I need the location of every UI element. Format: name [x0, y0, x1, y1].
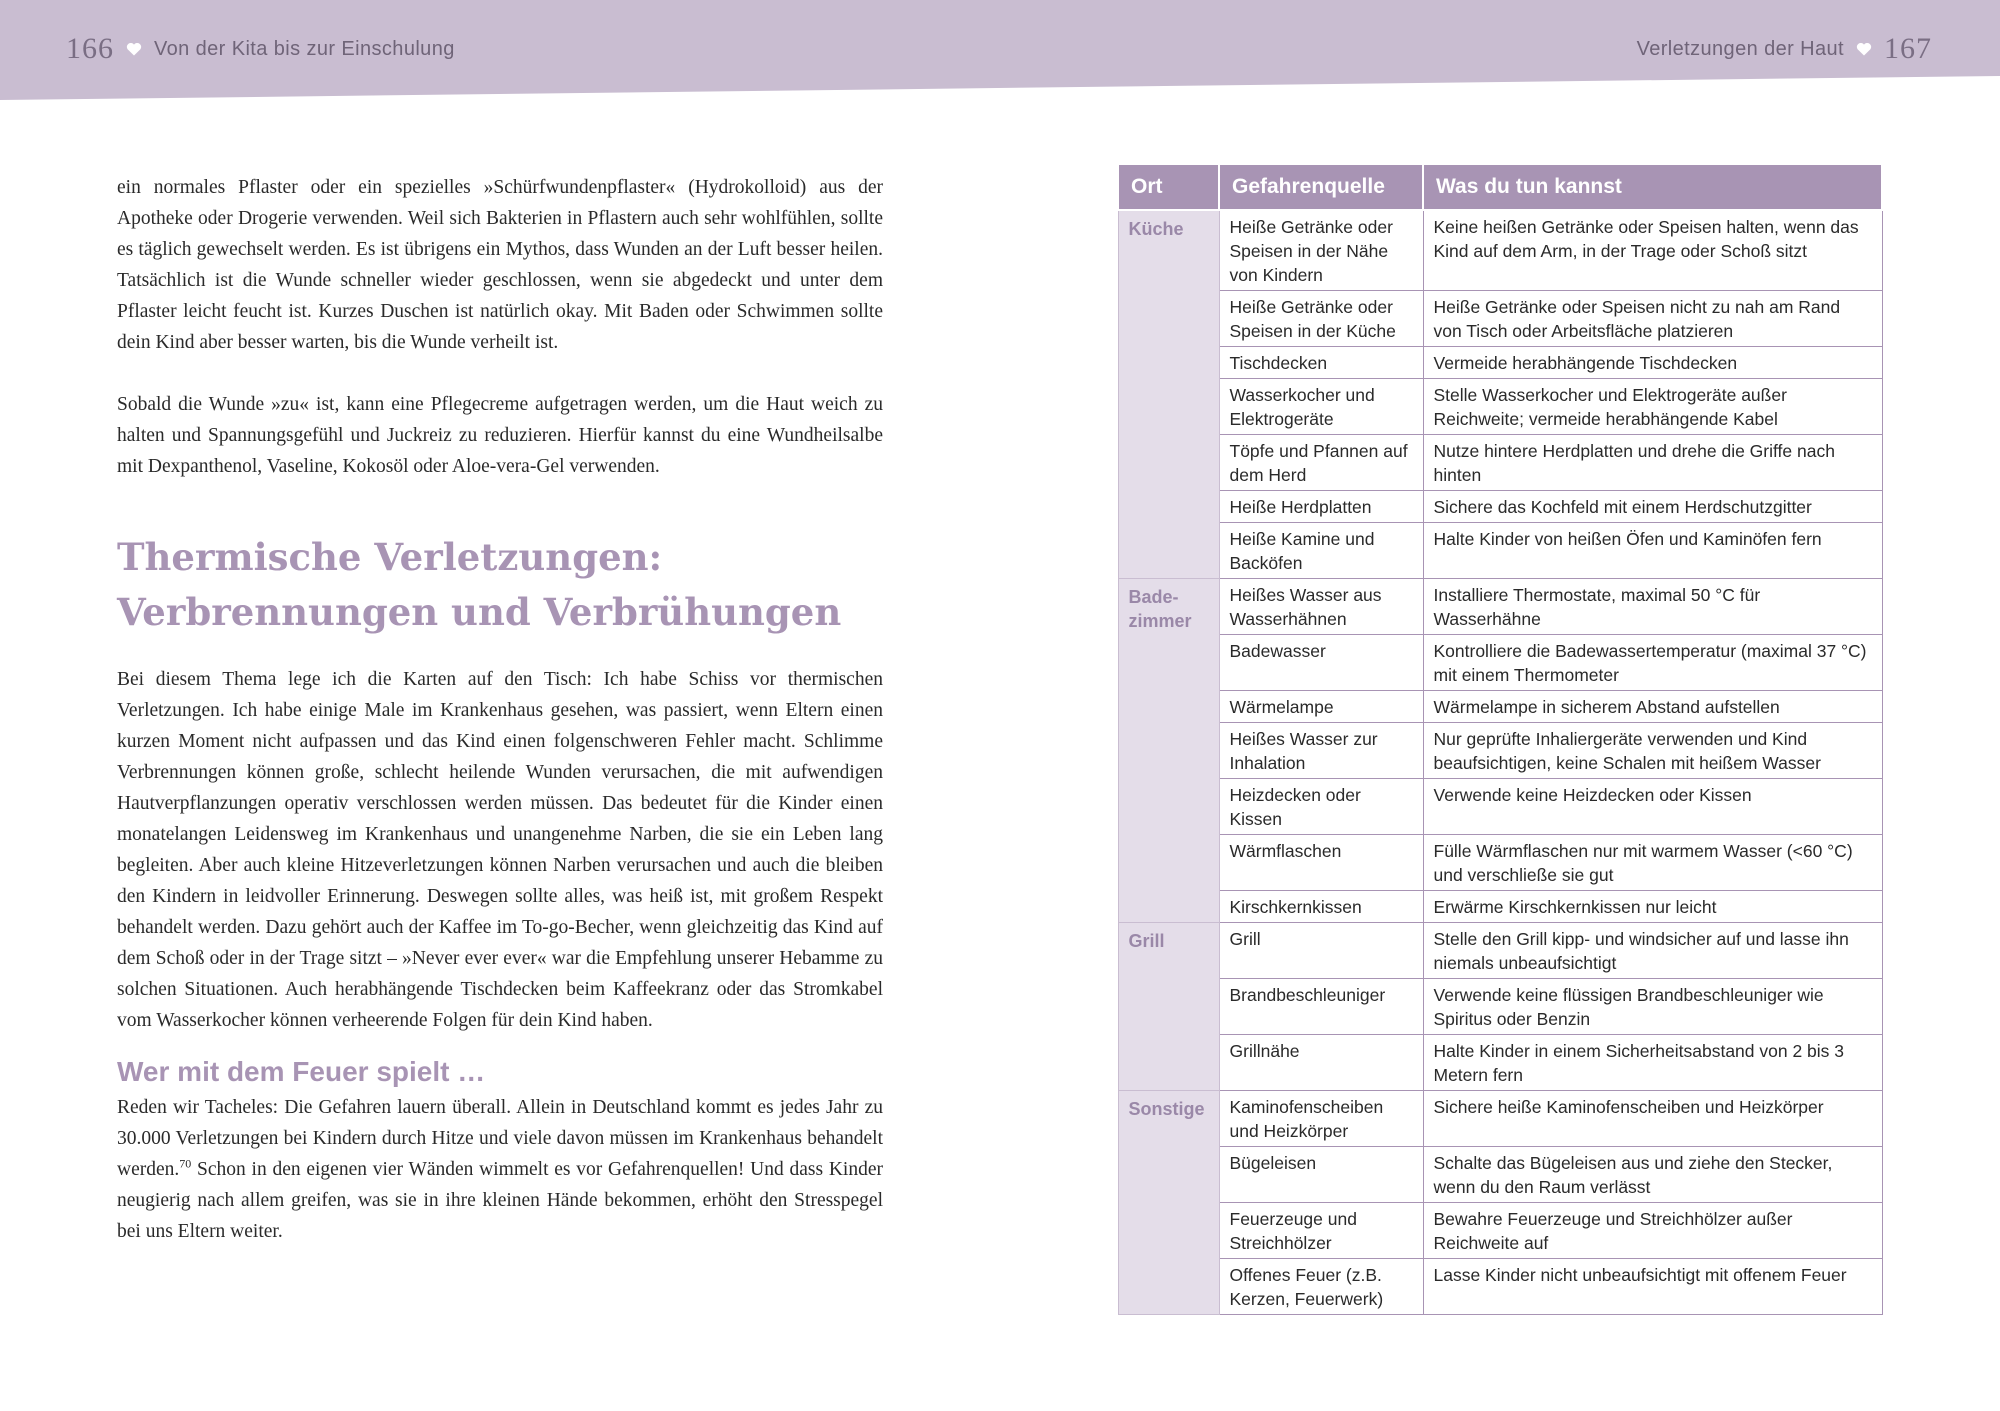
- ort-cell: Grill: [1118, 923, 1219, 1091]
- massnahme-cell: Stelle den Grill kipp- und windsicher auf und lasse ihn niemals unbeaufsichtigt: [1423, 923, 1882, 979]
- ort-cell: Sonstige: [1118, 1091, 1219, 1315]
- subsection-heading: Wer mit dem Feuer spielt …: [117, 1056, 486, 1087]
- gefahrenquelle-cell: Wasserkocher und Elektrogeräte: [1219, 379, 1423, 435]
- table-row: [1118, 691, 1882, 723]
- massnahme-cell: Heiße Getränke oder Speisen nicht zu nah am Rand von Tisch oder Arbeitsfläche platzieren: [1423, 291, 1882, 347]
- gefahrenquelle-cell: Heiße Kamine und Backöfen: [1219, 523, 1423, 579]
- column-header-massnahme: Was du tun kannst: [1423, 164, 1882, 210]
- column-header-ort: Ort: [1118, 164, 1219, 210]
- gefahrenquelle-cell: Grill: [1219, 923, 1423, 979]
- table-row: [1118, 835, 1882, 891]
- gefahrenquelle-cell: Wärmelampe: [1219, 691, 1423, 723]
- gefahrenquelle-cell: Heiße Herdplatten: [1219, 491, 1423, 523]
- body-paragraph: Bei diesem Thema lege ich die Karten auf den Tisch: Ich habe Schiss vor thermischen Verletzungen. Ich habe einige Male im Krankenhaus gesehen, was passiert, wenn Eltern einen kurzen Moment nicht aufpassen und das Kind einen folgenschweren Fehler macht. Schlimme Verbrennungen können große, schlecht heilende Wunden verursachen, die mit aufwendigen Hautverpflanzungen operativ verschlossen werden müssen. Das bedeutet für die Kinder einen monatelangen Leidensweg im Krankenhaus und unangenehme Narben, die sie ein Leben lang begleiten. Aber auch kleine Hitzeverletzungen können Narben verursachen und auch die bleiben den Kindern in leidvoller Erinnerung. Deswegen sollte alles, was heiß ist, mit großem Respekt behandelt werden. Dazu gehört auch der Kaffee im To-go-Becher, wenn gleichzeitig das Kind auf dem Schoß oder in der Trage sitzt – »Never ever ever« war die Empfehlung unserer Hebamme zu solchen Situationen. Auch herabhängende Tischdecken beim Kaffeekranz oder das Stromkabel vom Wasserkocher können verheerende Folgen für dein Kind haben.: [117, 669, 883, 1031]
- section-heading-line: Thermische Verletzungen:: [117, 535, 663, 579]
- table-row: [1118, 723, 1882, 779]
- massnahme-cell: Kontrolliere die Badewassertemperatur (maximal 37 °C) mit einem Thermometer: [1423, 635, 1882, 691]
- table-row: [1118, 1259, 1882, 1315]
- gefahrenquelle-cell: Töpfe und Pfannen auf dem Herd: [1219, 435, 1423, 491]
- hazard-table-wrapper: [1117, 163, 1883, 1315]
- gefahrenquelle-cell: Heißes Wasser aus Wasserhähnen: [1219, 579, 1423, 635]
- massnahme-cell: Installiere Thermostate, maximal 50 °C für Wasserhähne: [1423, 579, 1882, 635]
- gefahrenquelle-cell: Badewasser: [1219, 635, 1423, 691]
- gefahrenquelle-cell: Heiße Getränke oder Speisen in der Küche: [1219, 291, 1423, 347]
- table-row: [1118, 1091, 1882, 1147]
- table-row: [1118, 891, 1882, 923]
- table-row: [1118, 1203, 1882, 1259]
- table-row: [1118, 210, 1882, 291]
- table-row: [1118, 923, 1882, 979]
- table-body: [1118, 210, 1882, 1315]
- section-heading: [117, 530, 883, 640]
- table-row: [1118, 579, 1882, 635]
- massnahme-cell: Halte Kinder in einem Sicherheitsabstand von 2 bis 3 Metern fern: [1423, 1035, 1882, 1091]
- massnahme-cell: Stelle Wasserkocher und Elektrogeräte außer Reichweite; vermeide herabhängende Kabel: [1423, 379, 1882, 435]
- column-header-gefahrenquelle: Gefahrenquelle: [1219, 164, 1423, 210]
- table-row: [1118, 491, 1882, 523]
- body-paragraph: Sobald die Wunde »zu« ist, kann eine Pflegecreme aufgetragen werden, um die Haut weich zu halten und Spannungsgefühl und Juckreiz zu reduzieren. Hierfür kannst du eine Wundheilsalbe mit Dexpanthenol, Vaseline, Kokosöl oder Aloe-vera-Gel verwenden.: [117, 394, 883, 477]
- massnahme-cell: Schalte das Bügeleisen aus und ziehe den Stecker, wenn du den Raum verlässt: [1423, 1147, 1882, 1203]
- right-running-header: [1637, 32, 1932, 66]
- table-row: [1118, 379, 1882, 435]
- left-page-body: [117, 172, 883, 1247]
- heart-icon: [1856, 42, 1872, 56]
- gefahrenquelle-cell: Wärmflaschen: [1219, 835, 1423, 891]
- massnahme-cell: Sichere heiße Kaminofenscheiben und Heizkörper: [1423, 1091, 1882, 1147]
- table-header-row: [1118, 164, 1882, 210]
- paragraph-text: Reden wir Tacheles: Die Gefahren lauern überall. Allein in Deutschland kommt es jedes Jahr zu 30.000 Verletzungen bei Kindern durch Hitze und viele davon müssen im Krankenhaus behandelt werden.: [117, 1097, 883, 1180]
- table-row: [1118, 979, 1882, 1035]
- left-page-number: 166: [66, 32, 114, 65]
- hazard-table: [1117, 163, 1883, 1315]
- gefahrenquelle-cell: Kirschkernkissen: [1219, 891, 1423, 923]
- massnahme-cell: Erwärme Kirschkernkissen nur leicht: [1423, 891, 1882, 923]
- gefahrenquelle-cell: Feuerzeuge und Streichhölzer: [1219, 1203, 1423, 1259]
- table-row: [1118, 347, 1882, 379]
- gefahrenquelle-cell: Heißes Wasser zur Inhalation: [1219, 723, 1423, 779]
- massnahme-cell: Halte Kinder von heißen Öfen und Kaminöfen fern: [1423, 523, 1882, 579]
- table-row: [1118, 635, 1882, 691]
- table-row: [1118, 291, 1882, 347]
- paragraph-text: Schon in den eigenen vier Wänden wimmelt es vor Gefahrenquellen! Und dass Kinder neugierig nach allem greifen, was sie in ihre kleinen Hände bekommen, erhöht den Stresspegel bei uns Eltern weiter.: [117, 1159, 883, 1242]
- massnahme-cell: Nur geprüfte Inhaliergeräte verwenden und Kind beaufsichtigen, keine Schalen mit heißem Wasser: [1423, 723, 1882, 779]
- massnahme-cell: Verwende keine Heizdecken oder Kissen: [1423, 779, 1882, 835]
- ort-cell: Bade- zimmer: [1118, 579, 1219, 923]
- left-running-header: [66, 32, 455, 66]
- gefahrenquelle-cell: Grillnähe: [1219, 1035, 1423, 1091]
- footnote-marker: 70: [179, 1156, 192, 1171]
- body-paragraph: ein normales Pflaster oder ein spezielles »Schürfwundenpflaster« (Hydrokolloid) aus der Apotheke oder Drogerie verwenden. Weil sich Bakterien in Pflastern auch sehr wohlfühlen, sollte es täglich gewechselt werden. Es ist übrigens ein Mythos, dass Wunden an der Luft besser heilen. Tatsächlich ist die Wunde schneller wieder geschlossen, wenn sie abgedeckt und unter dem Pflaster leicht feucht ist. Kurzes Duschen ist natürlich okay. Mit Baden oder Schwimmen sollte dein Kind aber besser warten, bis die Wunde verheilt ist.: [117, 177, 883, 353]
- gefahrenquelle-cell: Heiße Getränke oder Speisen in der Nähe von Kindern: [1219, 210, 1423, 291]
- massnahme-cell: Fülle Wärmflaschen nur mit warmem Wasser (<60 °C) und verschließe sie gut: [1423, 835, 1882, 891]
- massnahme-cell: Wärmelampe in sicherem Abstand aufstellen: [1423, 691, 1882, 723]
- heart-icon: [126, 42, 142, 56]
- table-row: [1118, 1147, 1882, 1203]
- massnahme-cell: Keine heißen Getränke oder Speisen halten, wenn das Kind auf dem Arm, in der Trage oder Schoß sitzt: [1423, 210, 1882, 291]
- table-row: [1118, 779, 1882, 835]
- gefahrenquelle-cell: Kaminofenscheiben und Heizkörper: [1219, 1091, 1423, 1147]
- gefahrenquelle-cell: Brandbeschleuniger: [1219, 979, 1423, 1035]
- right-running-title: Verletzungen der Haut: [1636, 37, 1844, 60]
- right-page-number: 167: [1884, 32, 1932, 65]
- massnahme-cell: Verwende keine flüssigen Brandbeschleuniger wie Spiritus oder Benzin: [1423, 979, 1882, 1035]
- gefahrenquelle-cell: Tischdecken: [1219, 347, 1423, 379]
- massnahme-cell: Sichere das Kochfeld mit einem Herdschutzgitter: [1423, 491, 1882, 523]
- gefahrenquelle-cell: Bügeleisen: [1219, 1147, 1423, 1203]
- body-paragraph: [117, 1092, 883, 1247]
- massnahme-cell: Bewahre Feuerzeuge und Streichhölzer außer Reichweite auf: [1423, 1203, 1882, 1259]
- massnahme-cell: Vermeide herabhängende Tischdecken: [1423, 347, 1882, 379]
- ort-cell: Küche: [1118, 210, 1219, 579]
- table-row: [1118, 523, 1882, 579]
- table-row: [1118, 435, 1882, 491]
- table-row: [1118, 1035, 1882, 1091]
- gefahrenquelle-cell: Heizdecken oder Kissen: [1219, 779, 1423, 835]
- gefahrenquelle-cell: Offenes Feuer (z.B. Kerzen, Feuerwerk): [1219, 1259, 1423, 1315]
- left-running-title: Von der Kita bis zur Einschulung: [154, 37, 455, 60]
- massnahme-cell: Nutze hintere Herdplatten und drehe die Griffe nach hinten: [1423, 435, 1882, 491]
- section-heading-line: Verbrennungen und Verbrühungen: [117, 590, 842, 634]
- massnahme-cell: Lasse Kinder nicht unbeaufsichtigt mit offenem Feuer: [1423, 1259, 1882, 1315]
